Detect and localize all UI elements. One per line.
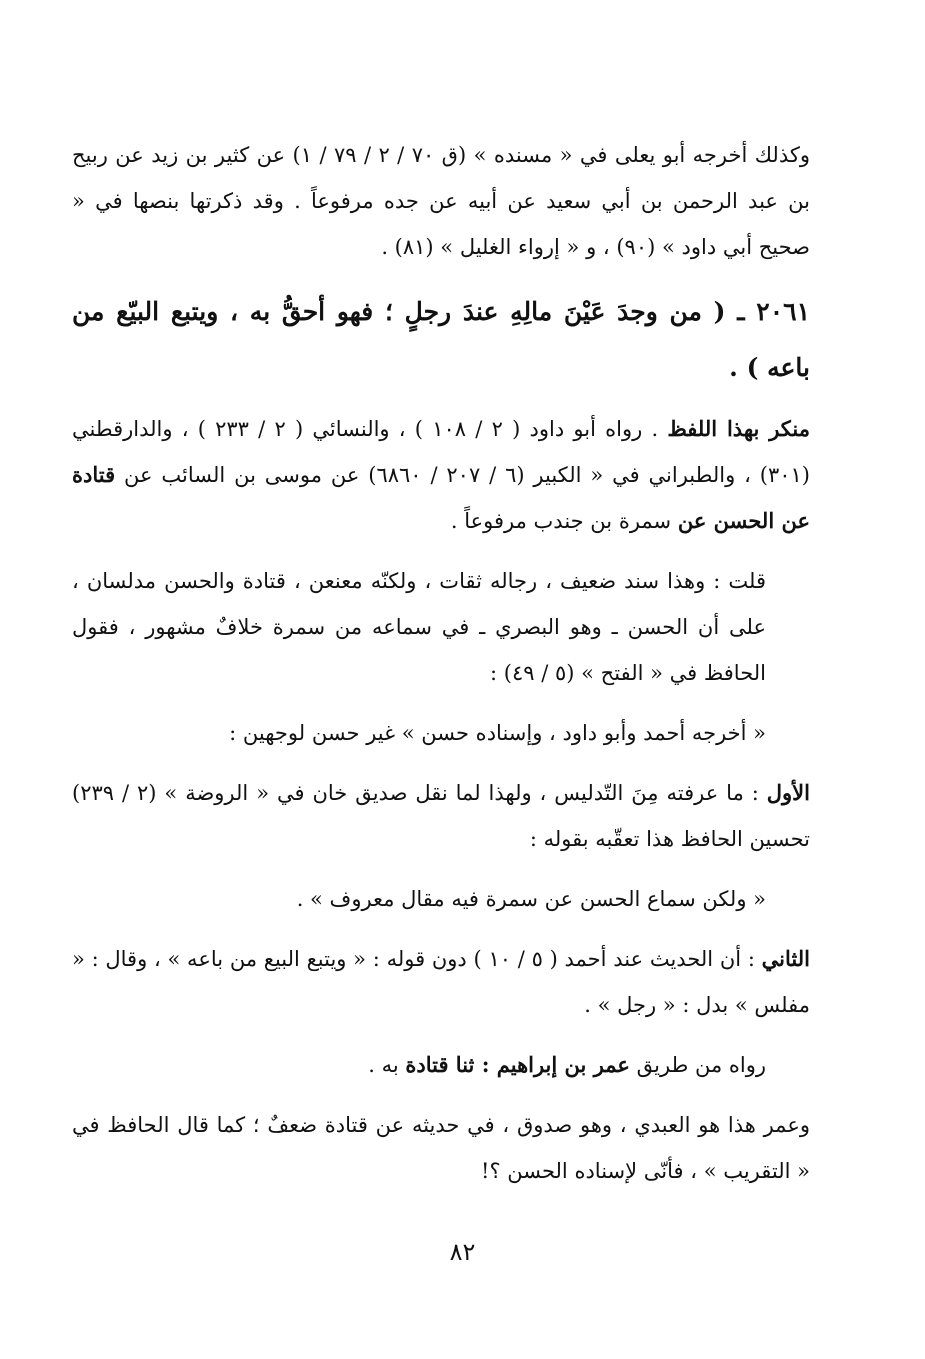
chain-bold: قتادة عن الحسن عن <box>72 462 810 533</box>
quote-hafiz: « أخرجه أحمد وأبو داود ، وإسناده حسن » غير حسن لوجهين : <box>229 721 766 745</box>
quote-siddiq-khan: « ولكن سماع الحسن عن سمرة فيه مقال معروف » . <box>296 887 766 911</box>
paragraph-intro: وكذلك أخرجه أبو يعلى في « مسنده » (ق ٧٠ / ٢ / ٧٩ / ١) عن كثير بن زيد عن ربيح بن عبد الرحمن بن أبي سعيد عن أبيه عن جده مرفوعاً . وقد ذكرتها بنصها في « صحيح أبي داود » (٩٠) ، و « إرواء الغليل » (٨١) . <box>72 143 810 259</box>
paragraph-comment: قلت : وهذا سند ضعيف ، رجاله ثقات ، ولكنّه معنعن ، قتادة والحسن مدلسان ، على أن الحسن ـ وهو البصري ـ في سماعه من سمرة خلافٌ مشهور ، فقول الحافظ في « الفتح » (٥ / ٤٩) : <box>72 569 766 685</box>
first-label: الأول <box>766 780 810 805</box>
page-body <box>72 132 810 1194</box>
narration-bold: عمر بن إبراهيم : ثنا قتادة <box>405 1052 630 1077</box>
narration-start: رواه من طريق <box>629 1053 766 1077</box>
second-label: الثاني <box>761 946 810 971</box>
hadith-heading: ٢٠٦١ ـ ( من وجدَ عَيْنَ مالِهِ عندَ رجلٍ ؛ فهو أحقُّ به ، ويتبع البيّع من باعه ) . <box>72 297 810 382</box>
first-reason-text: : ما عرفته مِنَ التّدليس ، ولهذا لما نقل صديق خان في « الروضة » (٢ / ٢٣٩) تحسين الحافظ هذا تعقّبه بقوله : <box>72 781 810 851</box>
paragraph-second-reason <box>72 936 810 1028</box>
grading-bold: منكر بهذا اللفظ <box>667 416 810 441</box>
narration-end: به . <box>368 1053 406 1077</box>
paragraph-grading <box>72 406 810 544</box>
second-reason-text: : أن الحديث عند أحمد ( ٥ / ١٠ ) دون قوله : « ويتبع البيع من باعه » ، وقال : « مفلس » بدل : « رجل » . <box>72 947 810 1017</box>
page-number: ٨٢ <box>449 1238 476 1266</box>
paragraph-narration <box>72 1042 810 1088</box>
paragraph-conclusion: وعمر هذا هو العبدي ، وهو صدوق ، في حديثه عن قتادة ضعفٌ ؛ كما قال الحافظ في « التقريب » ، فأنّى لإسناده الحسن ؟! <box>72 1113 810 1183</box>
grading-text-end: سمرة بن جندب مرفوعاً . <box>450 509 678 533</box>
grading-text: . رواه أبو داود ( ٢ / ١٠٨ ) ، والنسائي ( ٢ / ٢٣٣ ) ، والدارقطني (٣٠١) ، والطبراني في « الكبير (٦ / ٢٠٧ / ٦٨٦٠) عن موسى بن السائب عن <box>72 417 810 487</box>
paragraph-first-reason <box>72 770 810 862</box>
